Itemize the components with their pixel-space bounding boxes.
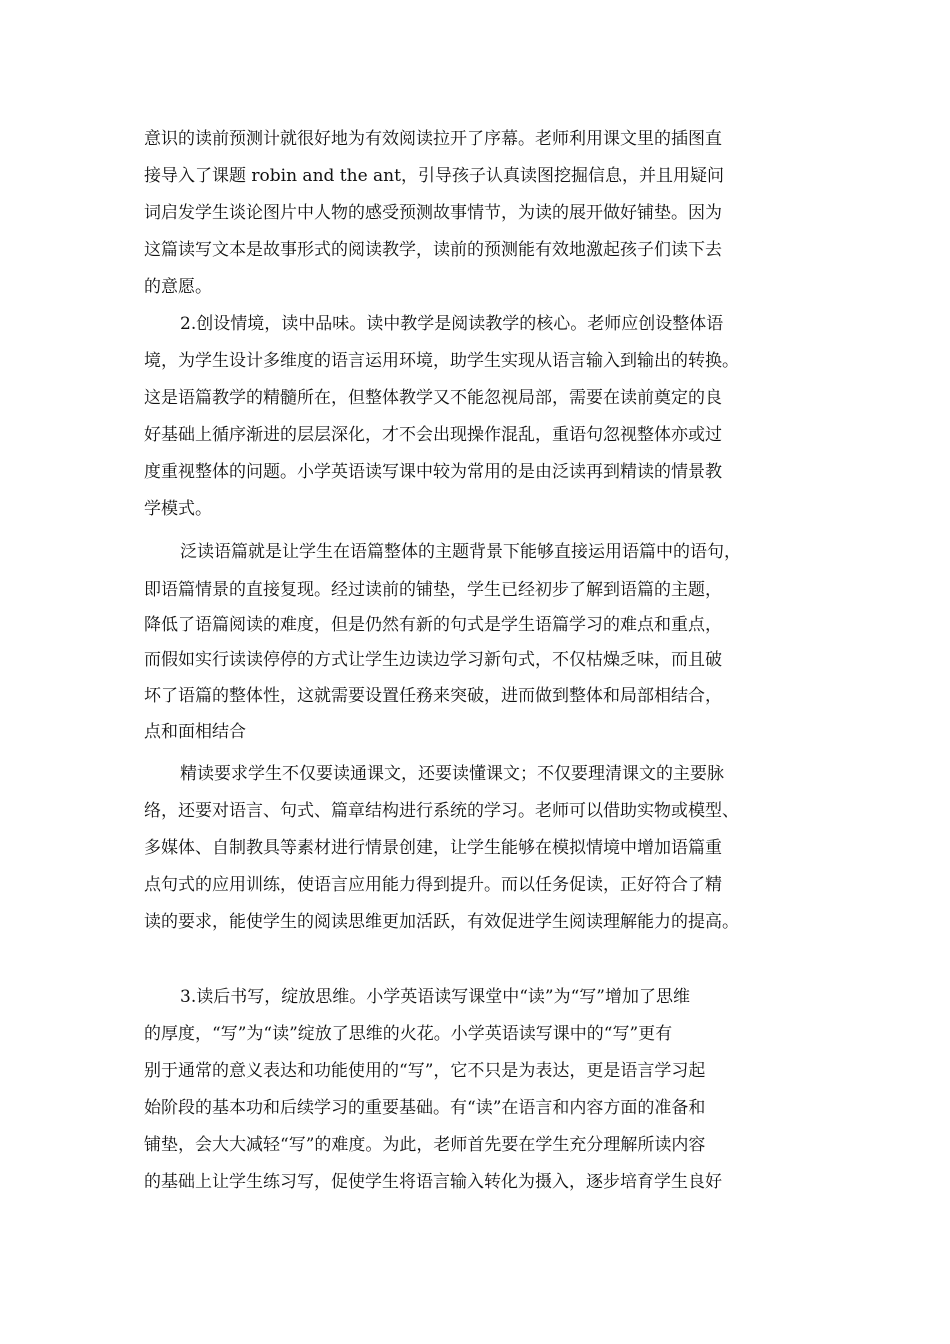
text-line: 始阶段的基本功和后续学习的重要基础。有“读”在语言和内容方面的准备和 — [144, 1098, 706, 1118]
text-line: 的基础上让学生练习写，促使学生将语言输入转化为摄入，逐步培育学生良好 — [144, 1172, 722, 1192]
text-line: 词启发学生谈论图片中人物的感受预测故事情节，为读的展开做好铺垫。因为 — [144, 203, 722, 223]
text-line: 降低了语篇阅读的难度，但是仍然有新的句式是学生语篇学习的难点和重点， — [144, 615, 722, 635]
text-line: 境，为学生设计多维度的语言运用环境，助学生实现从语言输入到输出的转换。 — [144, 351, 739, 371]
text-line: 多媒体、自制教具等素材进行情景创建，让学生能够在模拟情境中增加语篇重 — [144, 838, 722, 858]
section-heading-3: 3.读后书写，绽放思维。小学英语读写课堂中“读”为“写”增加了思维 — [180, 987, 690, 1007]
text-line: 意识的读前预测计就很好地为有效阅读拉开了序幕。老师利用课文里的插图直 — [144, 129, 722, 149]
text-line: 的意愿。 — [144, 277, 212, 297]
text-line: 而假如实行读读停停的方式让学生边读边学习新句式，不仅枯燥乏味，而且破 — [144, 650, 722, 670]
text-line: 度重视整体的问题。小学英语读写课中较为常用的是由泛读再到精读的情景教 — [144, 462, 722, 482]
text-line: 点句式的应用训练，使语言应用能力得到提升。而以任务促读，正好符合了精 — [144, 875, 722, 895]
text-line: 即语篇情景的直接复现。经过读前的铺垫，学生已经初步了解到语篇的主题， — [144, 580, 722, 600]
text-line: 泛读语篇就是让学生在语篇整体的主题背景下能够直接运用语篇中的语句， — [180, 542, 741, 562]
text-line: 点和面相结合 — [144, 722, 246, 742]
text-line: 学模式。 — [144, 499, 212, 519]
text-line: 别于通常的意义表达和功能使用的“写”，它不只是为表达，更是语言学习起 — [144, 1061, 706, 1081]
text-line: 这篇读写文本是故事形式的阅读教学，读前的预测能有效地激起孩子们读下去 — [144, 240, 722, 260]
text-line: 坏了语篇的整体性，这就需要设置任務来突破，进而做到整体和局部相结合， — [144, 686, 722, 706]
text-line: 的厚度，“写”为“读”绽放了思维的火花。小学英语读写课中的“写”更有 — [144, 1024, 673, 1044]
text-line: 好基础上循序渐进的层层深化，才不会出现操作混乱，重语句忽视整体亦或过 — [144, 425, 722, 445]
text-line: 铺垫，会大大减轻“写”的难度。为此，老师首先要在学生充分理解所读内容 — [144, 1135, 706, 1155]
text-line: 这是语篇教学的精髓所在，但整体教学又不能忽视局部，需要在读前奠定的良 — [144, 388, 722, 408]
text-line: 接导入了课题 robin and the ant，引导孩子认真读图挖掘信息，并且用疑问 — [144, 166, 724, 186]
text-line: 络，还要对语言、句式、篇章结构进行系统的学习。老师可以借助实物或模型、 — [144, 801, 739, 821]
section-heading-2: 2.创设情境，读中品味。读中教学是阅读教学的核心。老师应创设整体语 — [180, 314, 724, 334]
text-line: 读的要求，能使学生的阅读思维更加活跃，有效促进学生阅读理解能力的提高。 — [144, 912, 739, 932]
text-line: 精读要求学生不仅要读通课文，还要读懂课文；不仅要理清课文的主要脉 — [180, 764, 724, 784]
